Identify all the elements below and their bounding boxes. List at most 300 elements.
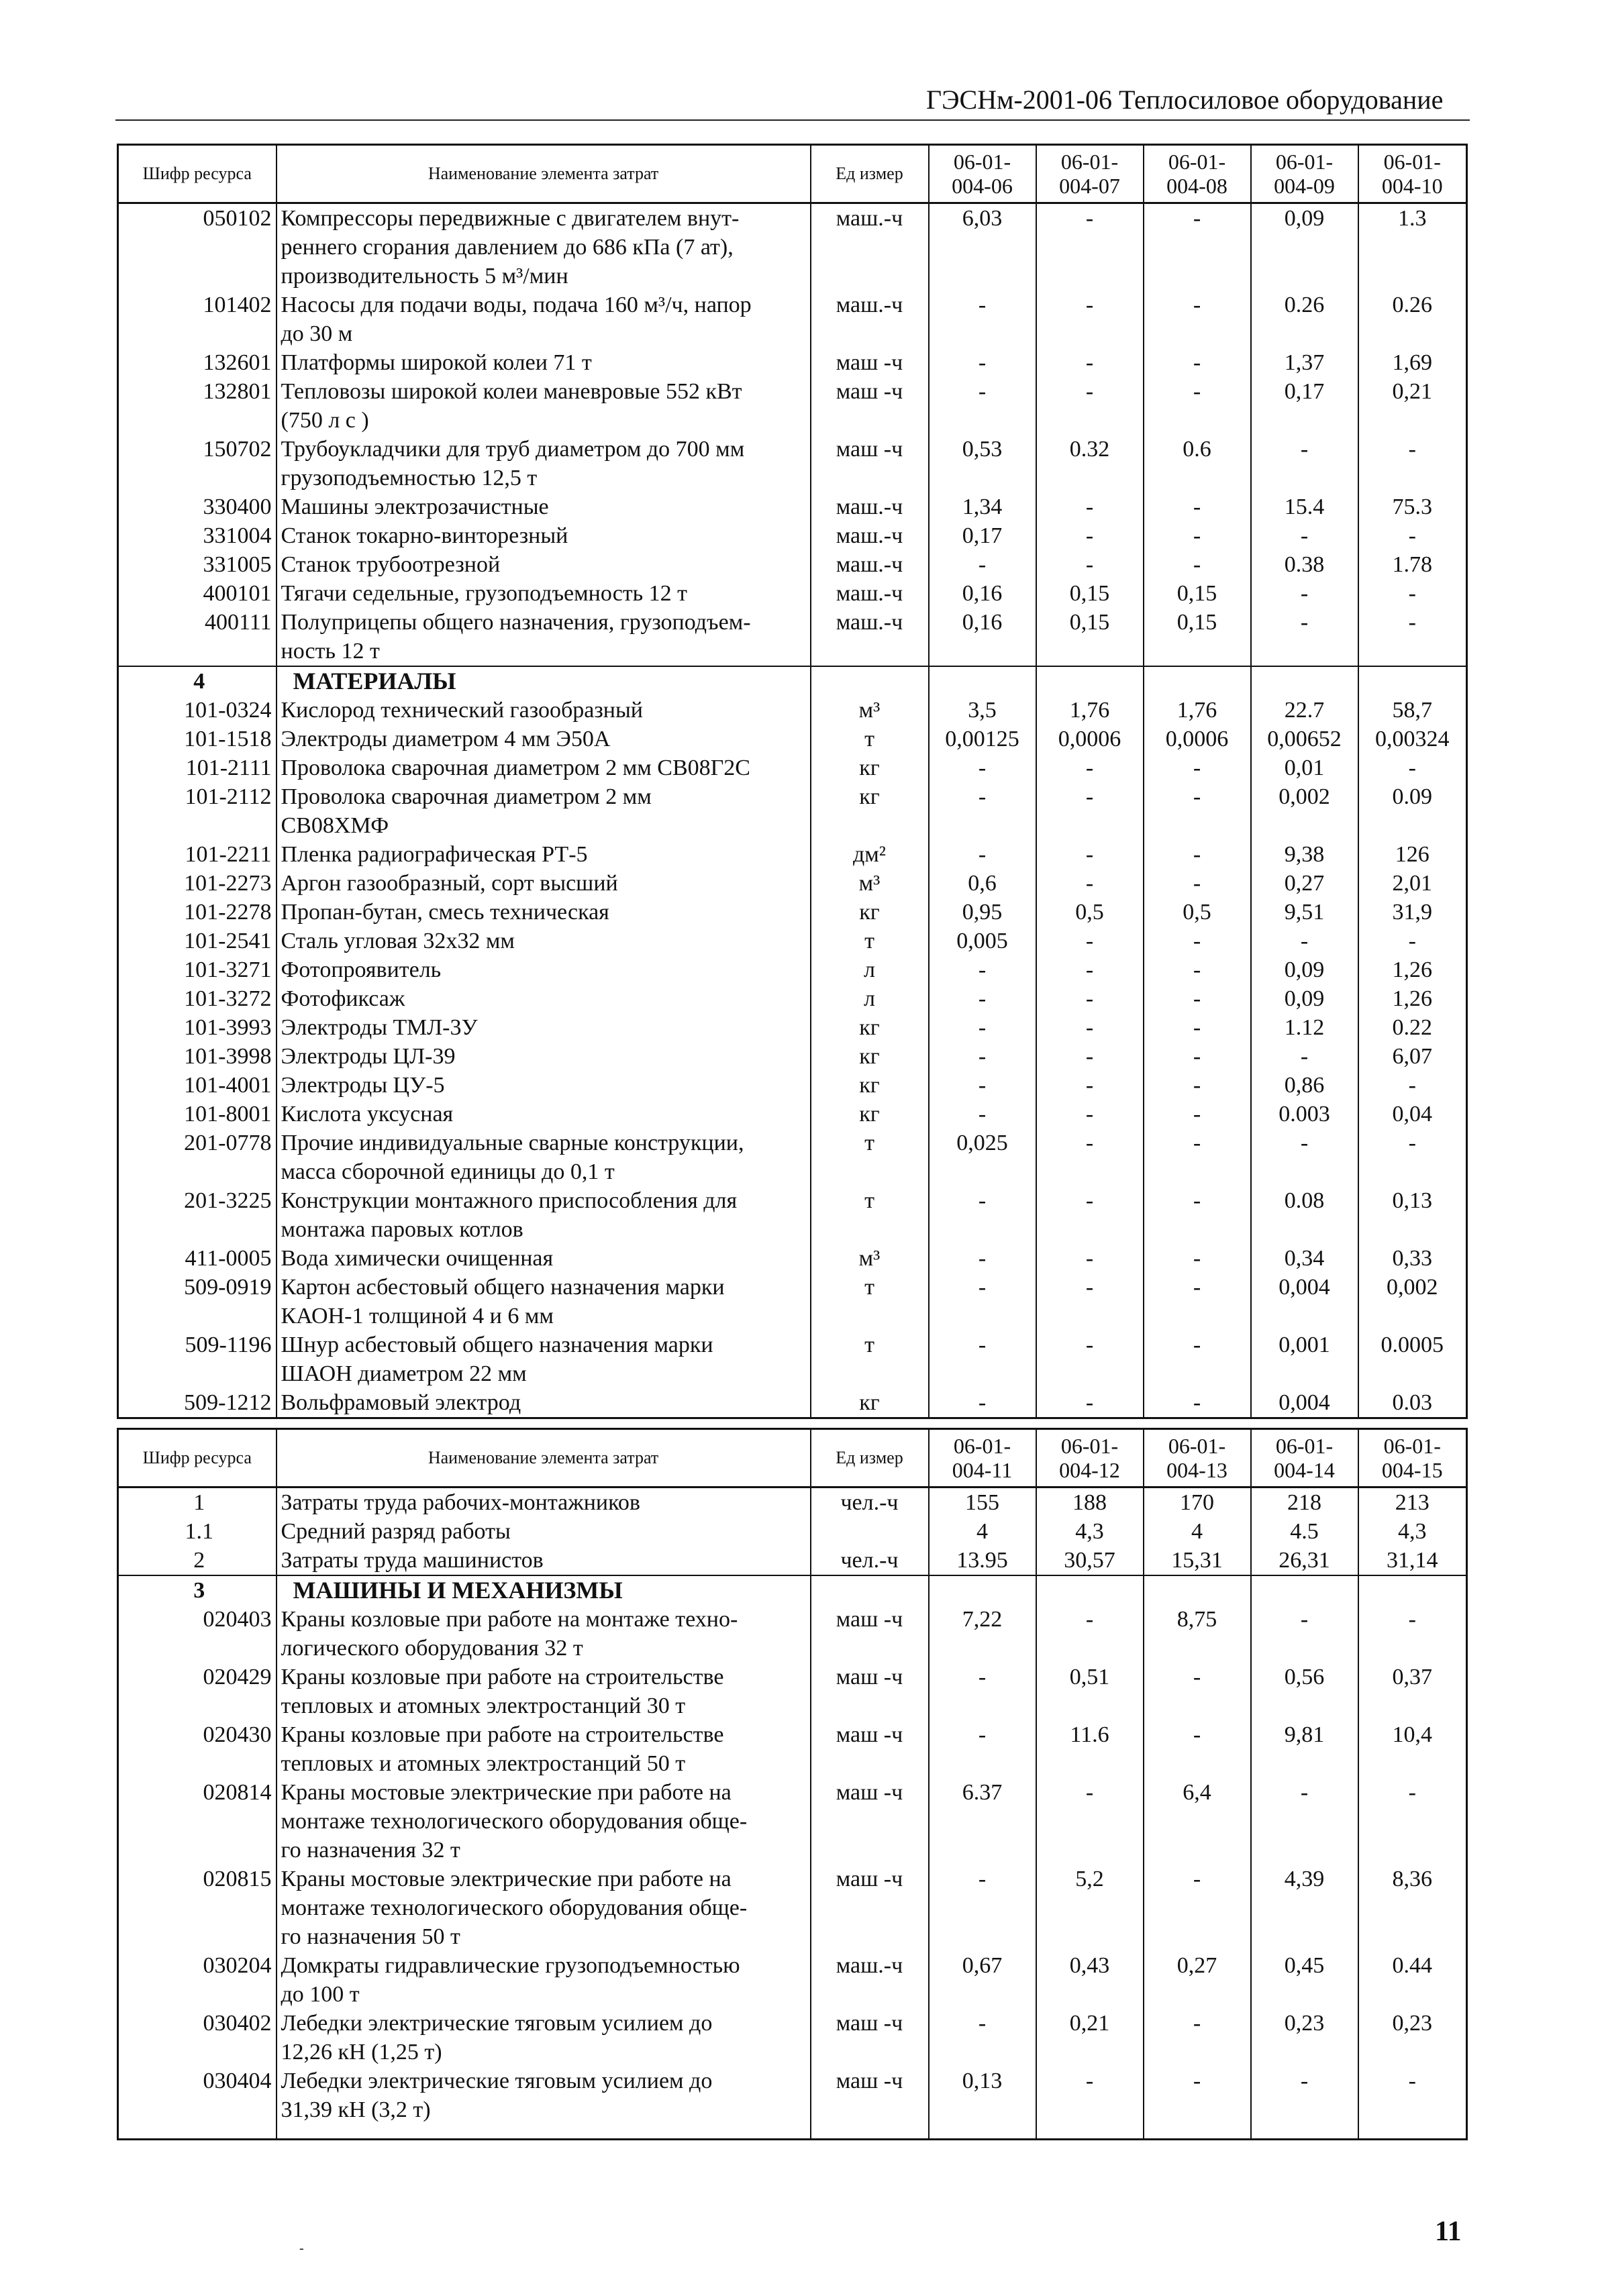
- header-col-3: 06-01- 004-08: [1144, 145, 1251, 203]
- header-col-2: 06-01- 004-07: [1036, 145, 1144, 203]
- value-col-4: -: [1251, 435, 1358, 492]
- resource-code: 101-2111: [118, 753, 277, 782]
- value-col-1: 13.95: [929, 1546, 1036, 1575]
- value-col-5: 0,23: [1358, 2009, 1467, 2067]
- value-col-4: 0,17: [1251, 377, 1358, 435]
- table-row: [118, 1273, 1467, 1330]
- value-col-5: 0,33: [1358, 1244, 1467, 1273]
- table-row: [118, 348, 1467, 377]
- value-col-1: -: [929, 1071, 1036, 1100]
- resource-name: Средний разряд работы: [277, 1517, 811, 1546]
- value-col-3: -: [1144, 1013, 1251, 1042]
- value-col-2: 4,3: [1036, 1517, 1144, 1546]
- resource-name: Кислород технический газообразный: [277, 696, 811, 725]
- value-col-5: 0,002: [1358, 1273, 1467, 1330]
- resource-code: 3: [118, 1575, 277, 1605]
- value-col-3: -: [1144, 2067, 1251, 2124]
- value-col-5: 75.3: [1358, 492, 1467, 521]
- filler-cell: [1036, 2124, 1144, 2140]
- table-row: [118, 550, 1467, 579]
- table-body-2: [118, 1488, 1467, 2140]
- value-col-3: -: [1144, 984, 1251, 1013]
- header-col-1: 06-01- 004-06: [929, 145, 1036, 203]
- header-col-5: 06-01- 004-10: [1358, 145, 1467, 203]
- value-col-2: -: [1036, 955, 1144, 984]
- value-col-4: 15.4: [1251, 492, 1358, 521]
- resource-unit: маш -ч: [811, 1720, 929, 1778]
- value-col-3: -: [1144, 1100, 1251, 1129]
- value-col-3: -: [1144, 927, 1251, 955]
- value-col-1: 3,5: [929, 696, 1036, 725]
- table-row: [118, 1663, 1467, 1720]
- resource-unit: м³: [811, 696, 929, 725]
- value-col-4: 4,39: [1251, 1865, 1358, 1951]
- value-col-4: [1251, 666, 1358, 696]
- resource-name: Проволока сварочная диаметром 2 мм СВ08ХМФ: [277, 782, 811, 840]
- header-col-5: 06-01- 004-15: [1358, 1429, 1467, 1488]
- value-col-3: -: [1144, 2009, 1251, 2067]
- resource-name: Домкраты гидравлические грузоподъемностью до 100 т: [277, 1951, 811, 2009]
- value-col-2: 0.32: [1036, 435, 1144, 492]
- table-body-1: [118, 203, 1467, 1418]
- resource-unit: маш -ч: [811, 1663, 929, 1720]
- value-col-4: 26,31: [1251, 1546, 1358, 1575]
- resource-code: 020430: [118, 1720, 277, 1778]
- value-col-1: -: [929, 377, 1036, 435]
- resource-code: 020815: [118, 1865, 277, 1951]
- table-row: [118, 492, 1467, 521]
- resource-unit: маш -ч: [811, 1865, 929, 1951]
- value-col-4: -: [1251, 1605, 1358, 1663]
- value-col-3: -: [1144, 1186, 1251, 1244]
- value-col-3: -: [1144, 521, 1251, 550]
- value-col-2: -: [1036, 840, 1144, 869]
- value-col-2: -: [1036, 1778, 1144, 1865]
- table-row: [118, 1186, 1467, 1244]
- resource-code: 101-3998: [118, 1042, 277, 1071]
- resource-name: Проволока сварочная диаметром 2 мм СВ08Г2С: [277, 753, 811, 782]
- resource-code: 101-2541: [118, 927, 277, 955]
- value-col-2: 0,51: [1036, 1663, 1144, 1720]
- resource-unit: маш -ч: [811, 2009, 929, 2067]
- value-col-2: -: [1036, 984, 1144, 1013]
- value-col-2: -: [1036, 753, 1144, 782]
- header-col-2: 06-01- 004-12: [1036, 1429, 1144, 1488]
- value-col-1: 155: [929, 1488, 1036, 1518]
- value-col-2: -: [1036, 782, 1144, 840]
- scan-speck: -: [299, 2241, 304, 2256]
- resource-unit: чел.-ч: [811, 1488, 929, 1518]
- value-col-4: 0,56: [1251, 1663, 1358, 1720]
- value-col-3: 0,27: [1144, 1951, 1251, 2009]
- value-col-1: 0,13: [929, 2067, 1036, 2124]
- resource-name: Компрессоры передвижные с двигателем внут- реннего сгорания давлением до 686 кПа (7 ат), производительность 5 м³/мин: [277, 203, 811, 291]
- value-col-3: -: [1144, 1330, 1251, 1388]
- header-code: Шифр ресурса: [118, 1429, 277, 1488]
- value-col-1: 0,53: [929, 435, 1036, 492]
- resource-code: 330400: [118, 492, 277, 521]
- value-col-5: 1,26: [1358, 984, 1467, 1013]
- value-col-2: -: [1036, 492, 1144, 521]
- value-col-2: 0,21: [1036, 2009, 1144, 2067]
- resource-name: Краны козловые при работе на строительстве тепловых и атомных электростанций 30 т: [277, 1663, 811, 1720]
- value-col-3: 1,76: [1144, 696, 1251, 725]
- header-name: Наименование элемента затрат: [277, 1429, 811, 1488]
- filler-cell: [1358, 2124, 1467, 2140]
- header-col-4: 06-01- 004-09: [1251, 145, 1358, 203]
- resource-unit: кг: [811, 1042, 929, 1071]
- value-col-5: [1358, 666, 1467, 696]
- resource-name: Станок токарно-винторезный: [277, 521, 811, 550]
- value-col-3: 0,5: [1144, 898, 1251, 927]
- table-row: [118, 840, 1467, 869]
- table-row: [118, 435, 1467, 492]
- resource-code: 101-1518: [118, 725, 277, 753]
- value-col-1: 0,00125: [929, 725, 1036, 753]
- resource-name: Краны козловые при работе на строительстве тепловых и атомных электростанций 50 т: [277, 1720, 811, 1778]
- value-col-5: 8,36: [1358, 1865, 1467, 1951]
- value-col-4: 0,45: [1251, 1951, 1358, 2009]
- table-row: [118, 608, 1467, 666]
- resource-code: 411-0005: [118, 1244, 277, 1273]
- value-col-2: -: [1036, 550, 1144, 579]
- table-row: [118, 1388, 1467, 1418]
- resource-code: 331004: [118, 521, 277, 550]
- value-col-4: [1251, 1575, 1358, 1605]
- value-col-5: -: [1358, 435, 1467, 492]
- value-col-1: [929, 1575, 1036, 1605]
- resource-code: 201-0778: [118, 1129, 277, 1186]
- resource-unit: маш.-ч: [811, 203, 929, 291]
- resource-code: 509-0919: [118, 1273, 277, 1330]
- value-col-5: [1358, 1575, 1467, 1605]
- value-col-5: -: [1358, 579, 1467, 608]
- resource-name: МАШИНЫ И МЕХАНИЗМЫ: [277, 1575, 811, 1605]
- resource-code: 400111: [118, 608, 277, 666]
- value-col-1: -: [929, 1388, 1036, 1418]
- value-col-2: -: [1036, 1100, 1144, 1129]
- value-col-1: 0,16: [929, 608, 1036, 666]
- resource-code: 020403: [118, 1605, 277, 1663]
- resource-unit: кг: [811, 1100, 929, 1129]
- value-col-4: -: [1251, 927, 1358, 955]
- resource-unit: дм²: [811, 840, 929, 869]
- value-col-5: 0.09: [1358, 782, 1467, 840]
- resource-unit: чел.-ч: [811, 1546, 929, 1575]
- value-col-3: -: [1144, 1720, 1251, 1778]
- value-col-5: 0.44: [1358, 1951, 1467, 2009]
- value-col-5: 0,00324: [1358, 725, 1467, 753]
- table-row: [118, 753, 1467, 782]
- value-col-2: 0,43: [1036, 1951, 1144, 2009]
- value-col-2: 5,2: [1036, 1865, 1144, 1951]
- table-row: [118, 955, 1467, 984]
- resource-name: Станок трубоотрезной: [277, 550, 811, 579]
- resource-table-2: [117, 1428, 1468, 2140]
- value-col-2: -: [1036, 203, 1144, 291]
- value-col-5: -: [1358, 927, 1467, 955]
- value-col-5: 4,3: [1358, 1517, 1467, 1546]
- resource-code: 101-3271: [118, 955, 277, 984]
- table-row: [118, 291, 1467, 348]
- value-col-5: 0.0005: [1358, 1330, 1467, 1388]
- resource-code: 509-1212: [118, 1388, 277, 1418]
- resource-name: Электроды ТМЛ-3У: [277, 1013, 811, 1042]
- filler-cell: [1251, 2124, 1358, 2140]
- table-row: [118, 1720, 1467, 1778]
- value-col-1: 0,67: [929, 1951, 1036, 2009]
- value-col-3: -: [1144, 782, 1251, 840]
- value-col-3: 0,0006: [1144, 725, 1251, 753]
- resource-code: 050102: [118, 203, 277, 291]
- resource-code: 101-3272: [118, 984, 277, 1013]
- value-col-2: -: [1036, 1330, 1144, 1388]
- value-col-4: 0,002: [1251, 782, 1358, 840]
- page-header-title: ГЭСНм-2001-06 Теплосиловое оборудование: [926, 85, 1444, 115]
- value-col-3: -: [1144, 955, 1251, 984]
- value-col-4: 0,004: [1251, 1388, 1358, 1418]
- value-col-2: -: [1036, 348, 1144, 377]
- value-col-5: 0.03: [1358, 1388, 1467, 1418]
- value-col-4: 0,01: [1251, 753, 1358, 782]
- table-row: [118, 782, 1467, 840]
- resource-name: Насосы для подачи воды, подача 160 м³/ч, напор до 30 м: [277, 291, 811, 348]
- resource-code: 030204: [118, 1951, 277, 2009]
- value-col-5: 126: [1358, 840, 1467, 869]
- value-col-3: -: [1144, 291, 1251, 348]
- resource-name: Краны мостовые электрические при работе на монтаже технологического оборудования обще- го назначения 50 т: [277, 1865, 811, 1951]
- value-col-3: -: [1144, 1388, 1251, 1418]
- value-col-2: -: [1036, 927, 1144, 955]
- value-col-4: -: [1251, 608, 1358, 666]
- resource-name: Вольфрамовый электрод: [277, 1388, 811, 1418]
- table-header-row: [118, 1429, 1467, 1488]
- resource-unit: м³: [811, 869, 929, 898]
- resource-unit: кг: [811, 1013, 929, 1042]
- resource-code: 101-3993: [118, 1013, 277, 1042]
- value-col-2: 0,0006: [1036, 725, 1144, 753]
- resource-code: 201-3225: [118, 1186, 277, 1244]
- resource-unit: т: [811, 725, 929, 753]
- value-col-5: 6,07: [1358, 1042, 1467, 1071]
- resource-name: Фотофиксаж: [277, 984, 811, 1013]
- value-col-1: -: [929, 1273, 1036, 1330]
- table-row: [118, 1071, 1467, 1100]
- header-unit: Ед измер: [811, 145, 929, 203]
- value-col-3: 0.6: [1144, 435, 1251, 492]
- value-col-2: -: [1036, 377, 1144, 435]
- resource-name: Электроды ЦЛ-39: [277, 1042, 811, 1071]
- value-col-2: -: [1036, 1605, 1144, 1663]
- value-col-4: 0,86: [1251, 1071, 1358, 1100]
- value-col-2: -: [1036, 1129, 1144, 1186]
- value-col-1: -: [929, 1042, 1036, 1071]
- value-col-5: 2,01: [1358, 869, 1467, 898]
- value-col-5: -: [1358, 1605, 1467, 1663]
- header-col-3: 06-01- 004-13: [1144, 1429, 1251, 1488]
- resource-unit: л: [811, 984, 929, 1013]
- table-row: [118, 2067, 1467, 2124]
- resource-code: 101-2278: [118, 898, 277, 927]
- value-col-3: 0,15: [1144, 579, 1251, 608]
- table-row: [118, 1951, 1467, 2009]
- value-col-1: -: [929, 955, 1036, 984]
- value-col-4: 1.12: [1251, 1013, 1358, 1042]
- header-code: Шифр ресурса: [118, 145, 277, 203]
- value-col-3: 170: [1144, 1488, 1251, 1518]
- resource-name: Фотопроявитель: [277, 955, 811, 984]
- resource-unit: л: [811, 955, 929, 984]
- value-col-3: 0,15: [1144, 608, 1251, 666]
- table-row: [118, 1546, 1467, 1575]
- resource-name: Лебедки электрические тяговым усилием до 12,26 кН (1,25 т): [277, 2009, 811, 2067]
- value-col-4: -: [1251, 2067, 1358, 2124]
- value-col-4: -: [1251, 1778, 1358, 1865]
- filler-cell: [929, 2124, 1036, 2140]
- resource-code: 101-2211: [118, 840, 277, 869]
- resource-unit: кг: [811, 782, 929, 840]
- value-col-1: -: [929, 1663, 1036, 1720]
- value-col-3: -: [1144, 1042, 1251, 1071]
- value-col-3: -: [1144, 1865, 1251, 1951]
- value-col-4: 0,004: [1251, 1273, 1358, 1330]
- value-col-4: 9,81: [1251, 1720, 1358, 1778]
- value-col-2: 188: [1036, 1488, 1144, 1518]
- value-col-1: 7,22: [929, 1605, 1036, 1663]
- value-col-3: 4: [1144, 1517, 1251, 1546]
- section-row: [118, 1575, 1467, 1605]
- value-col-4: 0,09: [1251, 955, 1358, 984]
- table-row: [118, 1330, 1467, 1388]
- value-col-1: -: [929, 2009, 1036, 2067]
- value-col-5: -: [1358, 753, 1467, 782]
- value-col-2: -: [1036, 2067, 1144, 2124]
- resource-unit: маш.-ч: [811, 291, 929, 348]
- value-col-5: -: [1358, 521, 1467, 550]
- resource-code: 101-0324: [118, 696, 277, 725]
- resource-unit: маш.-ч: [811, 521, 929, 550]
- value-col-4: 4.5: [1251, 1517, 1358, 1546]
- table-row: [118, 1244, 1467, 1273]
- value-col-1: 0,95: [929, 898, 1036, 927]
- header-name: Наименование элемента затрат: [277, 145, 811, 203]
- value-col-3: -: [1144, 753, 1251, 782]
- value-col-4: 0,23: [1251, 2009, 1358, 2067]
- resource-unit: маш.-ч: [811, 579, 929, 608]
- value-col-4: 0,001: [1251, 1330, 1358, 1388]
- resource-name: Трубоукладчики для труб диаметром до 700 мм грузоподъемностью 12,5 т: [277, 435, 811, 492]
- value-col-1: [929, 666, 1036, 696]
- resource-name: Шнур асбестовый общего назначения марки ШАОН диаметром 22 мм: [277, 1330, 811, 1388]
- value-col-2: -: [1036, 291, 1144, 348]
- value-col-2: 11.6: [1036, 1720, 1144, 1778]
- resource-name: Прочие индивидуальные сварные конструкции, масса сборочной единицы до 0,1 т: [277, 1129, 811, 1186]
- header-col-1: 06-01- 004-11: [929, 1429, 1036, 1488]
- header-col-4: 06-01- 004-14: [1251, 1429, 1358, 1488]
- resource-code: 1.1: [118, 1517, 277, 1546]
- value-col-1: -: [929, 348, 1036, 377]
- table-row: [118, 927, 1467, 955]
- resource-name: Краны мостовые электрические при работе на монтаже технологического оборудования обще- го назначения 32 т: [277, 1778, 811, 1865]
- table-row: [118, 1042, 1467, 1071]
- resource-unit: т: [811, 927, 929, 955]
- value-col-2: -: [1036, 1186, 1144, 1244]
- value-col-5: 1,69: [1358, 348, 1467, 377]
- resource-unit: т: [811, 1129, 929, 1186]
- table-row: [118, 984, 1467, 1013]
- value-col-2: -: [1036, 1244, 1144, 1273]
- resource-code: 132801: [118, 377, 277, 435]
- value-col-4: -: [1251, 1129, 1358, 1186]
- value-col-5: 0,21: [1358, 377, 1467, 435]
- table-row: [118, 1013, 1467, 1042]
- table-row: [118, 1605, 1467, 1663]
- filler-cell: [277, 2124, 811, 2140]
- value-col-4: 0.38: [1251, 550, 1358, 579]
- section-row: [118, 666, 1467, 696]
- table-row: [118, 377, 1467, 435]
- value-col-3: -: [1144, 840, 1251, 869]
- value-col-4: 22.7: [1251, 696, 1358, 725]
- resource-code: 1: [118, 1488, 277, 1518]
- value-col-1: 4: [929, 1517, 1036, 1546]
- resource-name: Машины электрозачистные: [277, 492, 811, 521]
- resource-code: 400101: [118, 579, 277, 608]
- resource-code: 4: [118, 666, 277, 696]
- resource-unit: маш -ч: [811, 348, 929, 377]
- resource-unit: маш.-ч: [811, 608, 929, 666]
- resource-name: Полуприцепы общего назначения, грузоподъем- ность 12 т: [277, 608, 811, 666]
- table-row: [118, 521, 1467, 550]
- resource-name: Кислота уксусная: [277, 1100, 811, 1129]
- value-col-4: 0,27: [1251, 869, 1358, 898]
- value-col-1: -: [929, 1330, 1036, 1388]
- value-col-3: -: [1144, 869, 1251, 898]
- value-col-5: 1.78: [1358, 550, 1467, 579]
- resource-code: 509-1196: [118, 1330, 277, 1388]
- value-col-2: 30,57: [1036, 1546, 1144, 1575]
- table-row: [118, 725, 1467, 753]
- value-col-5: 31,9: [1358, 898, 1467, 927]
- value-col-2: 0,15: [1036, 579, 1144, 608]
- value-col-1: 0,005: [929, 927, 1036, 955]
- resource-unit: маш -ч: [811, 1605, 929, 1663]
- value-col-2: 1,76: [1036, 696, 1144, 725]
- resource-code: 101-8001: [118, 1100, 277, 1129]
- table-row: [118, 1778, 1467, 1865]
- resource-unit: кг: [811, 898, 929, 927]
- resource-name: Тепловозы широкой колеи маневровые 552 кВт (750 л с ): [277, 377, 811, 435]
- value-col-4: 0,09: [1251, 203, 1358, 291]
- value-col-1: -: [929, 550, 1036, 579]
- value-col-3: -: [1144, 203, 1251, 291]
- value-col-4: 0,00652: [1251, 725, 1358, 753]
- value-col-1: 0,16: [929, 579, 1036, 608]
- value-col-5: -: [1358, 1071, 1467, 1100]
- resource-name: Электроды ЦУ-5: [277, 1071, 811, 1100]
- table-row: [118, 1517, 1467, 1546]
- resource-name: Аргон газообразный, сорт высший: [277, 869, 811, 898]
- value-col-4: 0.003: [1251, 1100, 1358, 1129]
- header-rule: [115, 119, 1470, 121]
- value-col-2: -: [1036, 1273, 1144, 1330]
- value-col-2: [1036, 666, 1144, 696]
- filler-cell: [811, 2124, 929, 2140]
- value-col-4: 9,51: [1251, 898, 1358, 927]
- resource-code: 101402: [118, 291, 277, 348]
- value-col-3: -: [1144, 1244, 1251, 1273]
- value-col-1: -: [929, 1244, 1036, 1273]
